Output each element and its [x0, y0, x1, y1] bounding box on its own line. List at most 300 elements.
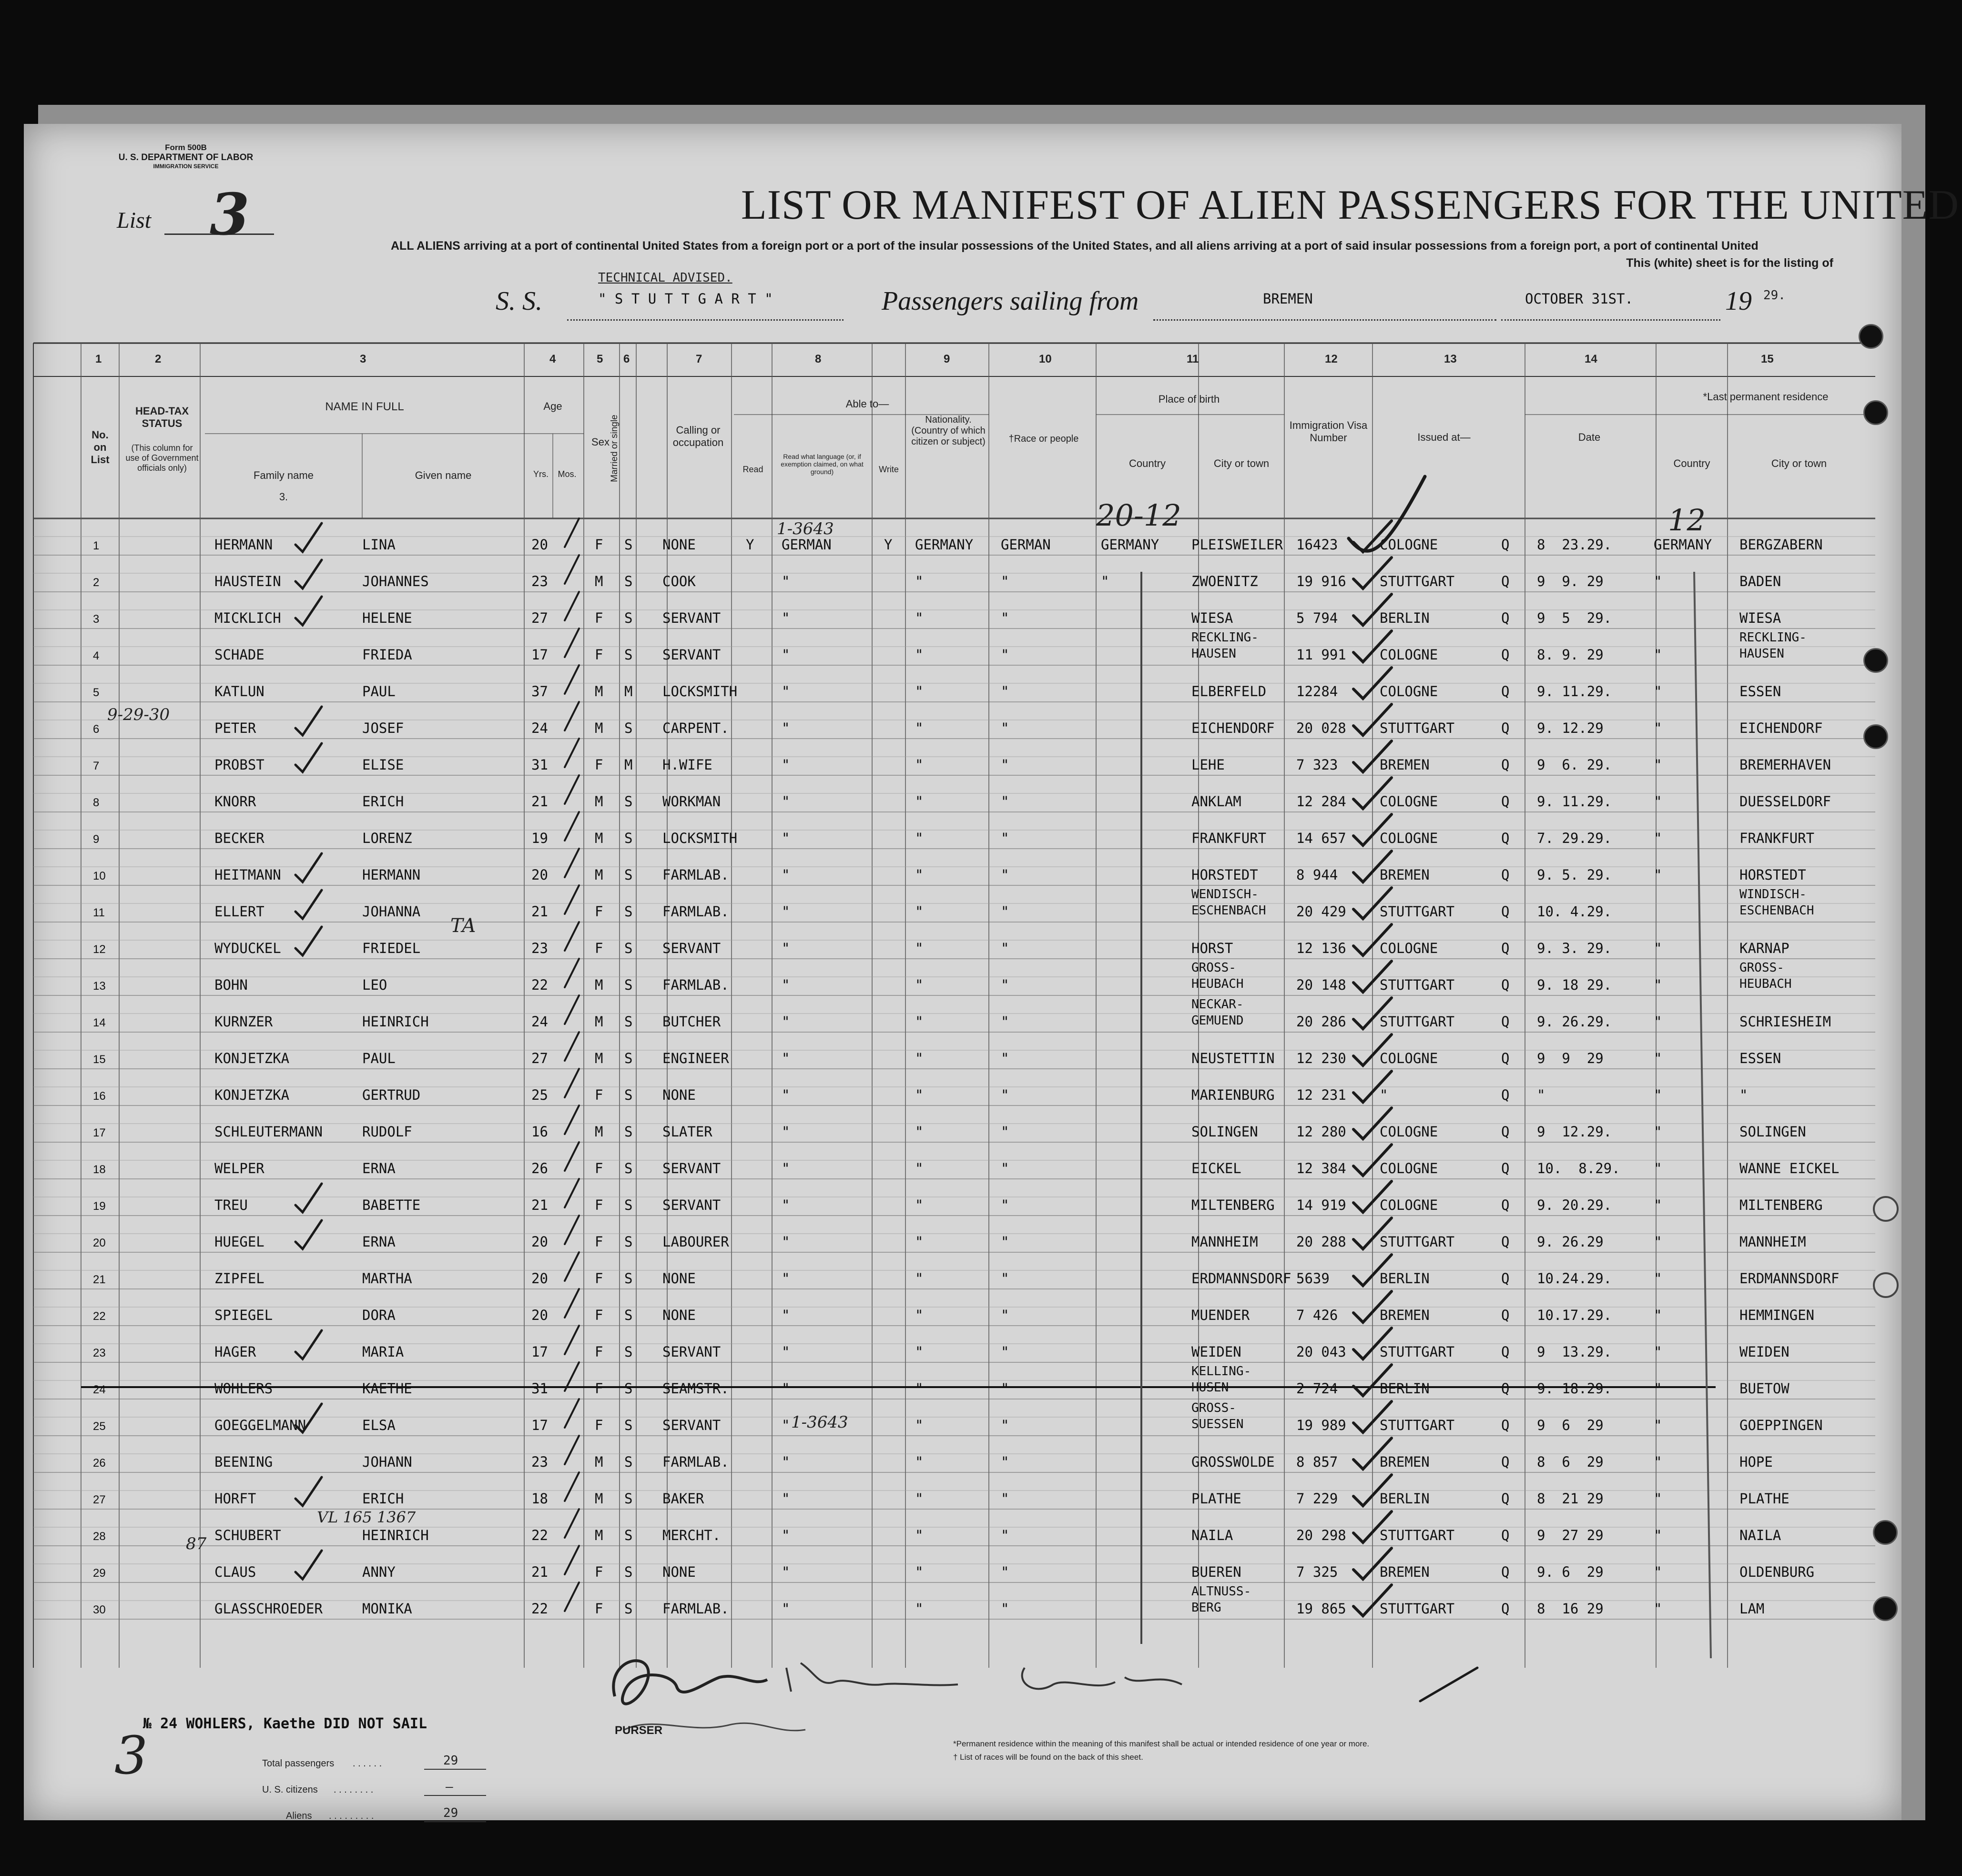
read-language: "	[782, 977, 790, 993]
given-name: MARIA	[362, 1344, 404, 1360]
subtitle-line-2: This (white) sheet is for the listing of	[1626, 256, 1833, 270]
row-number: 21	[93, 1273, 106, 1286]
age-years: 18	[531, 1491, 548, 1507]
visa-number: 12284	[1296, 683, 1338, 700]
row-number: 15	[93, 1053, 106, 1066]
quota-mark: Q	[1501, 537, 1510, 553]
sex: F	[595, 1197, 603, 1213]
given-name: JOHANN	[362, 1454, 412, 1470]
residence-country: "	[1654, 1160, 1662, 1176]
manifest-sheet	[24, 124, 1901, 1820]
residence-country: "	[1654, 1050, 1662, 1066]
quota-mark: Q	[1501, 1344, 1510, 1360]
age-years: 20	[531, 867, 548, 883]
residence-tally: 12	[1668, 503, 1706, 537]
visa-number: 7 229	[1296, 1491, 1338, 1507]
row-number: 27	[93, 1493, 106, 1506]
nationality: "	[915, 1564, 924, 1580]
occupation: BUTCHER	[662, 1014, 721, 1030]
given-name: LORENZ	[362, 830, 412, 846]
row-number: 10	[93, 870, 106, 882]
family-name: KNORR	[214, 793, 256, 810]
sex: M	[595, 867, 603, 883]
visa-date: 9. 11.29.	[1537, 683, 1612, 700]
read-language: "	[782, 1344, 790, 1360]
birth-city: SOLINGEN	[1191, 1124, 1258, 1140]
column-number: 2	[155, 353, 162, 365]
birth-city: WIESA	[1191, 610, 1233, 626]
can-write: Y	[884, 537, 893, 553]
header-name-in-full: NAME IN FULL	[325, 400, 404, 413]
family-name: PROBST	[214, 757, 264, 773]
header-head-tax-note: (This column for use of Government officials only)	[125, 443, 199, 473]
header-visa: Immigration Visa Number	[1289, 419, 1368, 444]
age-years: 22	[531, 977, 548, 993]
birth-city: PLATHE	[1191, 1491, 1241, 1507]
residence-city: GROSS- HEUBACH	[1739, 961, 1792, 991]
nationality: "	[915, 1124, 924, 1140]
race: "	[1001, 1491, 1009, 1507]
family-name: WYDUCKEL	[214, 940, 281, 956]
issued-at: BREMEN	[1380, 867, 1430, 883]
visa-number: 20 298	[1296, 1527, 1346, 1543]
read-language: "	[782, 1234, 790, 1250]
year-prefix: 19	[1725, 286, 1752, 316]
birth-city: HORST	[1191, 940, 1233, 956]
quota-mark: Q	[1501, 1270, 1510, 1287]
residence-city: BADEN	[1739, 573, 1781, 589]
race: "	[1001, 610, 1009, 626]
visa-number: 19 916	[1296, 573, 1346, 589]
sex: M	[595, 830, 603, 846]
occupation: SERVANT	[662, 1160, 721, 1176]
issued-at: COLOGNE	[1380, 647, 1438, 663]
ship-underline	[567, 319, 844, 321]
occupation: NONE	[662, 1087, 696, 1103]
header-age: Age	[543, 400, 562, 412]
family-name: HAGER	[214, 1344, 256, 1360]
family-name: BECKER	[214, 830, 264, 846]
visa-date: 9. 12.29	[1537, 720, 1604, 736]
country-tally: 20-12	[1096, 498, 1181, 533]
occupation: SERVANT	[662, 1197, 721, 1213]
birth-city: ELBERFELD	[1191, 683, 1267, 700]
residence-country: "	[1654, 830, 1662, 846]
issued-at: STUTTGART	[1380, 1601, 1455, 1617]
quota-mark: Q	[1501, 610, 1510, 626]
occupation: LOCKSMITH	[662, 683, 738, 700]
visa-date: 9 9 29	[1537, 1050, 1604, 1066]
grid-line	[1694, 572, 1711, 1658]
total-label: Total passengers	[262, 1758, 335, 1769]
sex: M	[595, 793, 603, 810]
residence-city: LAM	[1739, 1601, 1765, 1617]
nationality: "	[915, 940, 924, 956]
header-no-on-list: No. on List	[91, 429, 110, 466]
visa-date: 9. 20.29.	[1537, 1197, 1612, 1213]
visa-number: 12 384	[1296, 1160, 1346, 1176]
header-issued-at: Issued at—	[1417, 431, 1471, 443]
row-number: 2	[93, 576, 100, 589]
nationality: "	[915, 1014, 924, 1030]
given-name: KAETHE	[362, 1380, 412, 1397]
row27-margin-note: 87	[186, 1534, 207, 1553]
column-number: 10	[1039, 353, 1052, 365]
occupation: SERVANT	[662, 647, 721, 663]
race: "	[1001, 1197, 1009, 1213]
visa-date: 10. 4.29.	[1537, 903, 1612, 920]
age-years: 17	[531, 647, 548, 663]
race: "	[1001, 1270, 1009, 1287]
residence-country: "	[1654, 1417, 1662, 1433]
can-read: Y	[746, 537, 754, 553]
row-number: 11	[93, 906, 105, 919]
purser-signature	[596, 1639, 1311, 1744]
header-date: Date	[1578, 431, 1601, 443]
visa-date: 8 23.29.	[1537, 537, 1612, 553]
column-number: 3	[360, 353, 366, 365]
row-number: 6	[93, 723, 100, 736]
marital-status: S	[624, 830, 633, 846]
birth-city: WENDISCH- ESCHENBACH	[1191, 887, 1266, 918]
footnote-residence: *Permanent residence within the meaning of this manifest shall be actual or intended residence of one year or more.	[953, 1739, 1370, 1748]
sex: M	[595, 1124, 603, 1140]
residence-city: KARNAP	[1739, 940, 1789, 956]
punch-hole	[1873, 1520, 1898, 1545]
read-language: "	[782, 903, 790, 920]
nationality: "	[915, 1491, 924, 1507]
marital-status: S	[624, 1234, 633, 1250]
residence-country: "	[1654, 1087, 1662, 1103]
age-years: 20	[531, 1270, 548, 1287]
row1-language-note: 1-3643	[777, 519, 834, 538]
issued-at: BREMEN	[1380, 757, 1430, 773]
age-years: 20	[531, 1307, 548, 1323]
nationality: "	[915, 1087, 924, 1103]
header-place-of-birth: Place of birth	[1158, 393, 1220, 405]
residence-city: GOEPPINGEN	[1739, 1417, 1823, 1433]
birth-city: NECKAR- GEMUEND	[1191, 997, 1244, 1028]
header-res-country: Country	[1673, 457, 1710, 469]
race: "	[1001, 683, 1009, 700]
row-number: 5	[93, 686, 100, 699]
residence-country: "	[1654, 1307, 1662, 1323]
aliens-value: 29	[443, 1806, 458, 1820]
residence-country: GERMANY	[1654, 537, 1712, 553]
residence-city: WANNE EICKEL	[1739, 1160, 1840, 1176]
header-calling: Calling or occupation	[672, 424, 724, 448]
marital-status: S	[624, 1380, 633, 1397]
family-name: KATLUN	[214, 683, 264, 700]
residence-country: "	[1654, 1234, 1662, 1250]
family-name: TREU	[214, 1197, 248, 1213]
visa-date: 10.24.29.	[1537, 1270, 1612, 1287]
given-name: ERNA	[362, 1234, 396, 1250]
family-name: SCHUBERT	[214, 1527, 281, 1543]
punch-hole	[1863, 400, 1888, 425]
quota-mark: Q	[1501, 647, 1510, 663]
marital-status: S	[624, 610, 633, 626]
punch-hole	[1859, 324, 1883, 349]
birth-country: GERMANY	[1101, 537, 1159, 553]
race: "	[1001, 573, 1009, 589]
year-suffix: 29.	[1763, 288, 1786, 303]
read-language: GERMAN	[782, 537, 832, 553]
family-name: BEENING	[214, 1454, 273, 1470]
visa-number: 12 231	[1296, 1087, 1346, 1103]
marital-status: S	[624, 1160, 633, 1176]
visa-number: 16423	[1296, 537, 1338, 553]
residence-city: MANNHEIM	[1739, 1234, 1806, 1250]
family-name: SCHADE	[214, 647, 264, 663]
issued-at: COLOGNE	[1380, 793, 1438, 810]
column-number: 8	[815, 353, 822, 365]
occupation: WORKMAN	[662, 793, 721, 810]
sex: F	[595, 610, 603, 626]
quota-mark: Q	[1501, 903, 1510, 920]
residence-city: PLATHE	[1739, 1491, 1789, 1507]
visa-number: 14 657	[1296, 830, 1346, 846]
given-name: ELISE	[362, 757, 404, 773]
marital-status: S	[624, 720, 633, 736]
residence-city: RECKLING- HAUSEN	[1739, 630, 1807, 661]
header-last-residence: *Last permanent residence	[1703, 391, 1829, 403]
race: GERMAN	[1001, 537, 1051, 553]
given-name: GERTRUD	[362, 1087, 421, 1103]
birth-city: ALTNUSS- BERG	[1191, 1584, 1251, 1615]
given-name: LINA	[362, 537, 396, 553]
visa-number: 19 989	[1296, 1417, 1346, 1433]
nationality: "	[915, 1050, 924, 1066]
age-years: 25	[531, 1087, 548, 1103]
age-years: 16	[531, 1124, 548, 1140]
nationality: "	[915, 1344, 924, 1360]
visa-number: 12 284	[1296, 793, 1346, 810]
birth-city: NEUSTETTIN	[1191, 1050, 1275, 1066]
sex: M	[595, 1454, 603, 1470]
birth-city: MANNHEIM	[1191, 1234, 1258, 1250]
given-name: ERICH	[362, 1491, 404, 1507]
quota-mark: Q	[1501, 1491, 1510, 1507]
aliens-label: Aliens	[286, 1811, 312, 1821]
residence-city: WIESA	[1739, 610, 1781, 626]
quota-mark: Q	[1501, 1197, 1510, 1213]
row-number: 4	[93, 649, 100, 662]
residence-city: HEMMINGEN	[1739, 1307, 1815, 1323]
issued-at: STUTTGART	[1380, 1344, 1455, 1360]
column-number: 6	[623, 353, 630, 365]
family-name: HUEGEL	[214, 1234, 264, 1250]
issued-at: BERLIN	[1380, 1491, 1430, 1507]
nationality: "	[915, 867, 924, 883]
residence-city: WINDISCH- ESCHENBACH	[1739, 887, 1814, 918]
row-number: 12	[93, 943, 106, 956]
total-value: 29	[443, 1754, 458, 1768]
family-name: PETER	[214, 720, 256, 736]
age-years: 17	[531, 1417, 548, 1433]
given-name: HEINRICH	[362, 1014, 429, 1030]
race: "	[1001, 757, 1009, 773]
sex: F	[595, 647, 603, 663]
subtitle-line-1: ALL ALIENS arriving at a port of continental United States from a foreign port or a port of the insular possessions of the United States, and all aliens arriving at a port of said insular possessions from a foreign port, a port of continental United	[391, 239, 1759, 253]
occupation: FARMLAB.	[662, 867, 729, 883]
occupation: NONE	[662, 1564, 696, 1580]
race: "	[1001, 1014, 1009, 1030]
row-number: 16	[93, 1090, 106, 1103]
quota-mark: Q	[1501, 1564, 1510, 1580]
sex: M	[595, 573, 603, 589]
department: U. S. DEPARTMENT OF LABOR	[118, 152, 254, 162]
age-years: 21	[531, 793, 548, 810]
row-number: 7	[93, 760, 100, 772]
nationality: "	[915, 683, 924, 700]
row27-note: VL 165 1367	[317, 1508, 416, 1526]
occupation: SERVANT	[662, 610, 721, 626]
read-language: "	[782, 610, 790, 626]
marital-status: S	[624, 1417, 633, 1433]
service: IMMIGRATION SERVICE	[153, 163, 219, 170]
residence-country: "	[1654, 867, 1662, 883]
occupation: BAKER	[662, 1491, 704, 1507]
ship-name: " S T U T T G A R T "	[598, 291, 773, 307]
read-language: "	[782, 647, 790, 663]
visa-date: "	[1537, 1087, 1545, 1103]
visa-date: 9 6 29	[1537, 1417, 1604, 1433]
birth-city: ZWOENITZ	[1191, 573, 1258, 589]
issued-at: COLOGNE	[1380, 537, 1438, 553]
race: "	[1001, 1344, 1009, 1360]
quota-mark: Q	[1501, 1087, 1510, 1103]
visa-number: 12 230	[1296, 1050, 1346, 1066]
birth-city: EICHENDORF	[1191, 720, 1275, 736]
visa-date: 9. 6 29	[1537, 1564, 1604, 1580]
read-language: "	[782, 1564, 790, 1580]
header-nationality: Nationality. (Country of which citizen or subject)	[911, 415, 986, 447]
visa-date: 7. 29.29.	[1537, 830, 1612, 846]
birth-city: FRANKFURT	[1191, 830, 1267, 846]
family-name: HORFT	[214, 1491, 256, 1507]
race: "	[1001, 830, 1009, 846]
quota-mark: Q	[1501, 1380, 1510, 1397]
family-name: GLASSCHROEDER	[214, 1601, 323, 1617]
row-number: 26	[93, 1457, 106, 1470]
residence-country: "	[1654, 793, 1662, 810]
quota-mark: Q	[1501, 1124, 1510, 1140]
family-name: ZIPFEL	[214, 1270, 264, 1287]
age-years: 23	[531, 573, 548, 589]
header-yrs: Yrs.	[533, 469, 549, 479]
residence-country: "	[1654, 647, 1662, 663]
total-dots: . . . . . .	[353, 1758, 382, 1769]
occupation: ENGINEER	[662, 1050, 729, 1066]
residence-city: SCHRIESHEIM	[1739, 1014, 1831, 1030]
sex: M	[595, 1014, 603, 1030]
residence-city: "	[1739, 1087, 1748, 1103]
occupation: FARMLAB.	[662, 1601, 729, 1617]
quota-mark: Q	[1501, 793, 1510, 810]
race: "	[1001, 940, 1009, 956]
given-name: DORA	[362, 1307, 396, 1323]
age-years: 24	[531, 1014, 548, 1030]
visa-date: 9 12.29.	[1537, 1124, 1612, 1140]
list-label: List	[117, 208, 152, 233]
marital-status: S	[624, 940, 633, 956]
row-number: 29	[93, 1567, 106, 1580]
quota-mark: Q	[1501, 683, 1510, 700]
given-name: MONIKA	[362, 1601, 412, 1617]
residence-country: "	[1654, 1344, 1662, 1360]
citizens-dots: . . . . . . . .	[334, 1785, 374, 1795]
residence-city: EICHENDORF	[1739, 720, 1823, 736]
row-number: 22	[93, 1310, 106, 1323]
header-res-city: City or town	[1771, 457, 1827, 469]
issued-at: BERLIN	[1380, 1380, 1430, 1397]
row-number: 13	[93, 980, 106, 993]
marital-status: S	[624, 1491, 633, 1507]
read-language: "	[782, 867, 790, 883]
visa-date: 9 5 29.	[1537, 610, 1612, 626]
family-name: ELLERT	[214, 903, 264, 920]
header-city: City or town	[1213, 457, 1270, 469]
nationality: "	[915, 720, 924, 736]
residence-country: "	[1654, 1527, 1662, 1543]
issued-at: STUTTGART	[1380, 1527, 1455, 1543]
race: "	[1001, 977, 1009, 993]
residence-country: "	[1654, 1124, 1662, 1140]
column-number: 12	[1325, 353, 1338, 365]
marital-status: S	[624, 1014, 633, 1030]
occupation: SERVANT	[662, 1417, 721, 1433]
given-name: JOHANNES	[362, 573, 429, 589]
header-given-name: Given name	[415, 469, 472, 481]
race: "	[1001, 1124, 1009, 1140]
header-family-sub: 3.	[279, 491, 288, 503]
age-years: 20	[531, 1234, 548, 1250]
visa-number: 20 288	[1296, 1234, 1346, 1250]
quota-mark: Q	[1501, 720, 1510, 736]
birth-city: HORSTEDT	[1191, 867, 1258, 883]
page-title: LIST OR MANIFEST OF ALIEN PASSENGERS FOR THE UNITED	[741, 182, 1960, 228]
residence-country: "	[1654, 683, 1662, 700]
column-number: 4	[549, 353, 556, 365]
given-name: ANNY	[362, 1564, 396, 1580]
read-language: "	[782, 1014, 790, 1030]
visa-date: 10.17.29.	[1537, 1307, 1612, 1323]
birth-country: "	[1101, 573, 1109, 589]
residence-city: MILTENBERG	[1739, 1197, 1823, 1213]
marital-status: S	[624, 1307, 633, 1323]
race: "	[1001, 1380, 1009, 1397]
sex: F	[595, 757, 603, 773]
family-name: HAUSTEIN	[214, 573, 281, 589]
residence-country: "	[1654, 1601, 1662, 1617]
visa-date: 9. 11.29.	[1537, 793, 1612, 810]
age-years: 26	[531, 1160, 548, 1176]
sex: M	[595, 720, 603, 736]
column-number: 14	[1585, 353, 1597, 365]
row-number: 17	[93, 1126, 106, 1139]
occupation: SERVANT	[662, 940, 721, 956]
birth-city: EICKEL	[1191, 1160, 1241, 1176]
residence-city: DUESSELDORF	[1739, 793, 1831, 810]
birth-city: KELLING- HUSEN	[1191, 1364, 1251, 1395]
birth-city: MARIENBURG	[1191, 1087, 1275, 1103]
table-grid	[24, 124, 1901, 1820]
sex: F	[595, 537, 603, 553]
visa-number: 8 944	[1296, 867, 1338, 883]
visa-number: 19 865	[1296, 1601, 1346, 1617]
read-language: "	[782, 1160, 790, 1176]
